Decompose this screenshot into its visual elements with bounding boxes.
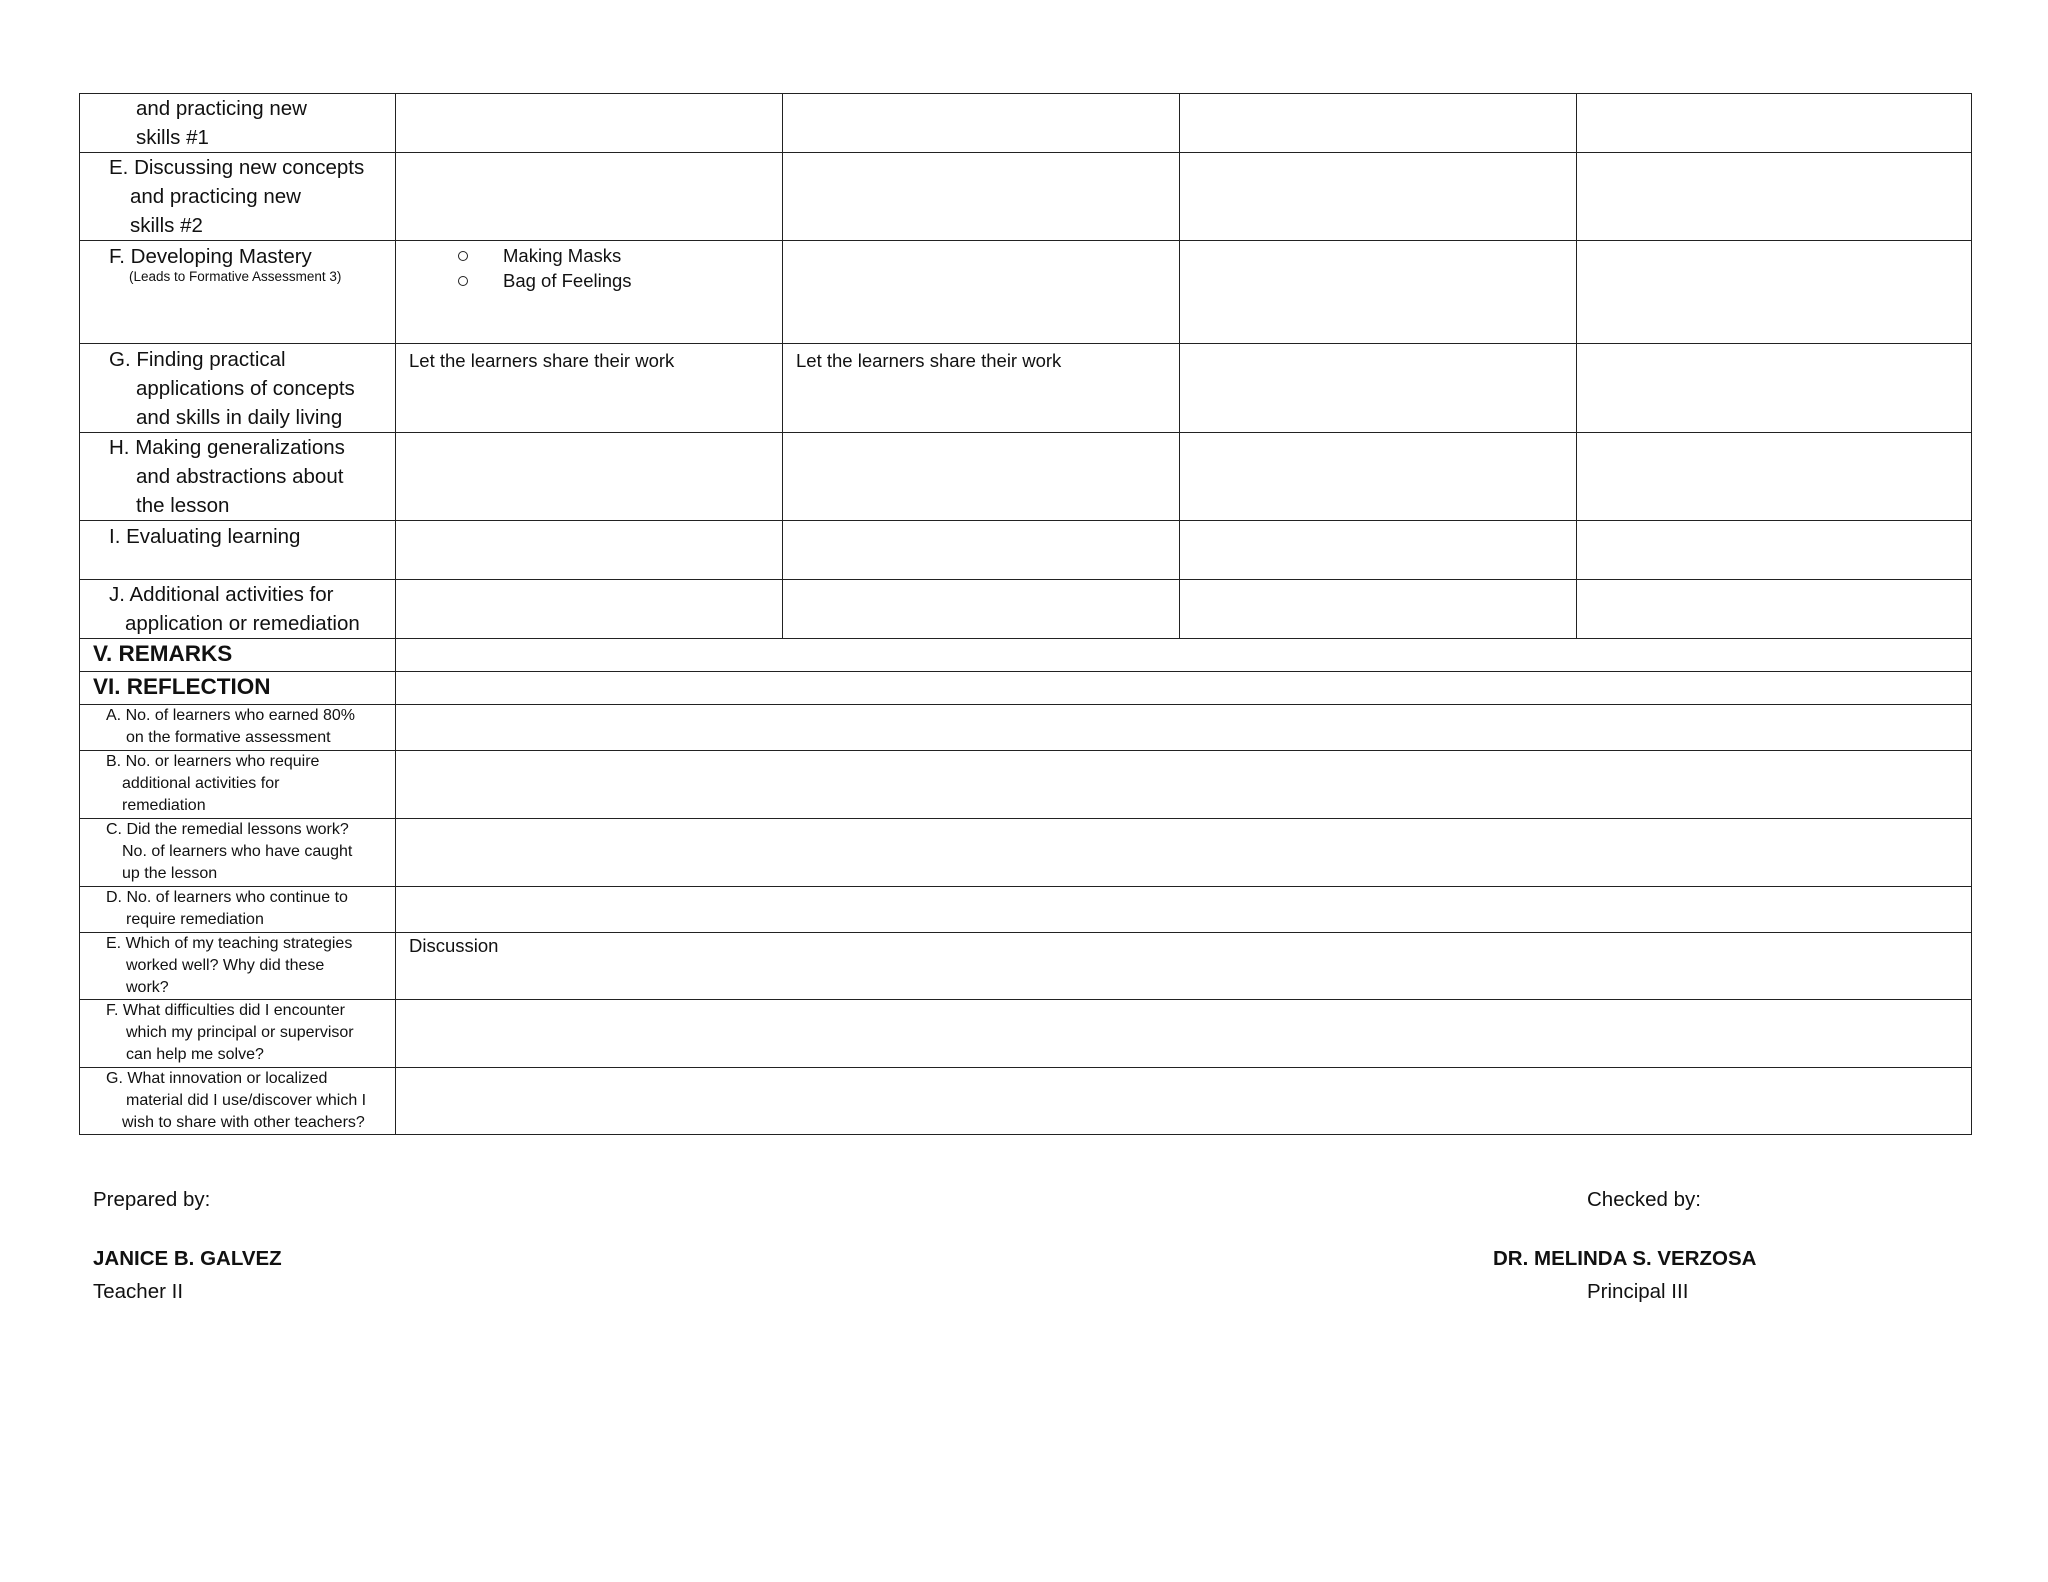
- reflection-value-cell[interactable]: [396, 819, 1972, 887]
- label-line: I. Evaluating learning: [109, 525, 301, 548]
- day-cell[interactable]: [1180, 580, 1577, 639]
- procedure-label-cell: [80, 580, 396, 639]
- reflection-value-cell[interactable]: [396, 933, 1972, 1000]
- reflection-value: Discussion: [409, 935, 499, 956]
- reflection-value-cell[interactable]: [396, 1068, 1972, 1135]
- day-cell[interactable]: [396, 94, 783, 153]
- day-cell[interactable]: [1180, 521, 1577, 580]
- remarks-heading-cell: [80, 639, 396, 672]
- day-cell[interactable]: [783, 241, 1180, 344]
- day-cell[interactable]: [1180, 344, 1577, 433]
- day-cell[interactable]: [396, 521, 783, 580]
- label-line: F. Developing Mastery: [109, 245, 312, 268]
- procedure-label-cell: [80, 344, 396, 433]
- procedure-label-cell: [80, 241, 396, 344]
- label-line: require remediation: [126, 911, 264, 928]
- reflection-heading: VI. REFLECTION: [93, 674, 271, 699]
- reflection-item-row: [80, 1068, 1972, 1135]
- reflection-value: [396, 1000, 1971, 1005]
- day-cell[interactable]: [783, 521, 1180, 580]
- cell-text: Let the learners share their work: [409, 350, 675, 371]
- day-cell[interactable]: [1577, 153, 1972, 241]
- label-line: material did I use/discover which I: [126, 1092, 367, 1109]
- reflection-value-cell[interactable]: [396, 887, 1972, 933]
- day-cell[interactable]: [1180, 241, 1577, 344]
- label-line: additional activities for: [122, 775, 280, 792]
- label-line: and practicing new: [136, 97, 307, 120]
- preparer-name: JANICE B. GALVEZ: [93, 1247, 282, 1270]
- reflection-value-cell[interactable]: [396, 1000, 1972, 1068]
- day-cell[interactable]: [783, 433, 1180, 521]
- reflection-item-row: [80, 705, 1972, 751]
- activity-list: [396, 241, 782, 293]
- cell-text: Let the learners share their work: [796, 350, 1062, 371]
- label-line: A. No. of learners who earned 80%: [106, 707, 356, 724]
- circle-bullet-icon: [458, 276, 468, 286]
- day-cell[interactable]: [1577, 241, 1972, 344]
- procedure-row-e: [80, 153, 1972, 241]
- day-cell[interactable]: [783, 580, 1180, 639]
- label-line: J. Additional activities for: [109, 583, 334, 606]
- reflection-value: [396, 705, 1971, 710]
- label-line: E. Discussing new concepts: [109, 156, 365, 179]
- day-cell[interactable]: [1577, 433, 1972, 521]
- label-line: up the lesson: [122, 865, 218, 882]
- day-cell[interactable]: [396, 433, 783, 521]
- reflection-label-cell: [80, 933, 396, 1000]
- reflection-label-cell: [80, 705, 396, 751]
- label-line: and practicing new: [130, 185, 301, 208]
- procedure-label-cell: [80, 153, 396, 241]
- label-line: C. Did the remedial lessons work?: [106, 821, 349, 838]
- day-cell[interactable]: [396, 344, 783, 433]
- reflection-label-cell: [80, 1000, 396, 1068]
- day-cell[interactable]: [1577, 580, 1972, 639]
- checker-position: Principal III: [1587, 1280, 1689, 1303]
- reflection-item-row: [80, 933, 1972, 1000]
- label-line: applications of concepts: [136, 377, 355, 400]
- checked-by-label: Checked by:: [1587, 1188, 1701, 1211]
- day-cell[interactable]: [1180, 433, 1577, 521]
- reflection-label-cell: [80, 887, 396, 933]
- daily-lesson-log-table: [79, 93, 1972, 1135]
- reflection-value: [396, 887, 1971, 892]
- list-item: Making Masks: [396, 243, 782, 268]
- day-cell[interactable]: [396, 580, 783, 639]
- day-cell[interactable]: [1180, 94, 1577, 153]
- reflection-value: [396, 1068, 1971, 1073]
- reflection-value-cell[interactable]: [396, 705, 1972, 751]
- day-cell[interactable]: [1577, 521, 1972, 580]
- reflection-label-cell: [80, 1068, 396, 1135]
- reflection-row: [80, 672, 1972, 705]
- label-line: the lesson: [136, 494, 230, 517]
- formative-note: (Leads to Formative Assessment 3): [129, 269, 342, 284]
- reflection-heading-cell: [80, 672, 396, 705]
- label-line: on the formative assessment: [126, 729, 331, 746]
- day-cell[interactable]: [1180, 153, 1577, 241]
- label-line: G. Finding practical: [109, 348, 286, 371]
- procedure-row-g: [80, 344, 1972, 433]
- reflection-value-cell[interactable]: [396, 672, 1972, 705]
- procedure-label-cell: [80, 433, 396, 521]
- label-line: No. of learners who have caught: [122, 843, 353, 860]
- day-cell[interactable]: [783, 344, 1180, 433]
- procedure-row-f: [80, 241, 1972, 344]
- label-line: application or remediation: [125, 612, 360, 635]
- label-line: and skills in daily living: [136, 406, 343, 429]
- label-line: F. What difficulties did I encounter: [106, 1002, 345, 1019]
- checker-name: DR. MELINDA S. VERZOSA: [1493, 1247, 1757, 1270]
- day-cell[interactable]: [1577, 94, 1972, 153]
- procedure-row-h: [80, 433, 1972, 521]
- day-cell[interactable]: [783, 94, 1180, 153]
- label-line: can help me solve?: [126, 1046, 264, 1063]
- reflection-label-cell: [80, 751, 396, 819]
- label-line: which my principal or supervisor: [126, 1024, 354, 1041]
- label-line: remediation: [122, 797, 206, 814]
- preparer-position: Teacher II: [93, 1280, 184, 1303]
- reflection-value: [396, 751, 1971, 756]
- label-line: D. No. of learners who continue to: [106, 889, 348, 906]
- remarks-heading: V. REMARKS: [93, 641, 233, 666]
- procedure-row-d: [80, 94, 1972, 153]
- label-line: wish to share with other teachers?: [122, 1114, 365, 1131]
- procedure-row-j: [80, 580, 1972, 639]
- reflection-item-row: [80, 751, 1972, 819]
- remarks-row: [80, 639, 1972, 672]
- reflection-label-cell: [80, 819, 396, 887]
- procedure-label-cell: [80, 94, 396, 153]
- prepared-by-label: Prepared by:: [93, 1188, 211, 1211]
- label-line: and abstractions about: [136, 465, 344, 488]
- reflection-item-row: [80, 819, 1972, 887]
- label-line: skills #1: [136, 126, 209, 149]
- day-cell[interactable]: [396, 241, 783, 344]
- label-line: G. What innovation or localized: [106, 1070, 328, 1087]
- circle-bullet-icon: [458, 251, 468, 261]
- label-line: B. No. or learners who require: [106, 753, 320, 770]
- day-cell[interactable]: [396, 153, 783, 241]
- procedure-row-i: [80, 521, 1972, 580]
- procedure-label-cell: [80, 521, 396, 580]
- label-line: E. Which of my teaching strategies: [106, 935, 353, 952]
- label-line: H. Making generalizations: [109, 436, 345, 459]
- reflection-item-row: [80, 1000, 1972, 1068]
- label-line: skills #2: [130, 214, 203, 237]
- reflection-value: [396, 819, 1971, 824]
- remarks-value-cell[interactable]: [396, 639, 1972, 672]
- reflection-value-cell[interactable]: [396, 751, 1972, 819]
- day-cell[interactable]: [783, 153, 1180, 241]
- reflection-item-row: [80, 887, 1972, 933]
- list-item: Bag of Feelings: [396, 268, 782, 293]
- remarks-value: [396, 639, 1971, 644]
- label-line: work?: [126, 979, 169, 996]
- day-cell[interactable]: [1577, 344, 1972, 433]
- label-line: worked well? Why did these: [126, 957, 325, 974]
